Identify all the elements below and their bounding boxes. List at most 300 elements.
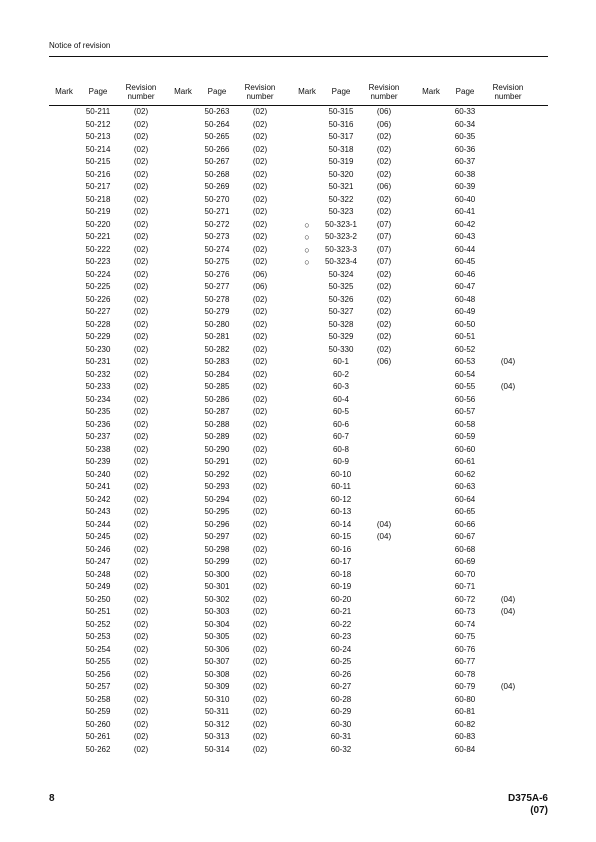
page-cell: 50-242 — [85, 494, 111, 504]
revision-cell: (02) — [133, 332, 149, 341]
mark-cell — [292, 581, 322, 594]
mark-cell — [416, 319, 446, 332]
revision-cell — [484, 306, 532, 319]
page-cell: 60-26 — [330, 669, 352, 679]
table-row — [49, 169, 548, 182]
revision-cell: (02) — [252, 469, 268, 479]
mark-cell — [416, 406, 446, 419]
revision-cell: (02) — [133, 294, 149, 304]
table-row — [49, 369, 548, 382]
revision-cell: (02) — [252, 432, 268, 441]
mark-cell — [292, 181, 322, 194]
revision-cell: (02) — [252, 194, 268, 204]
page-cell: 50-285 — [204, 382, 230, 391]
mark-cell — [292, 506, 322, 519]
page-header-title: Notice of revision — [49, 41, 111, 50]
mark-cell — [292, 406, 322, 419]
page-cell: 60-69 — [454, 557, 476, 566]
page-cell: 50-231 — [85, 357, 111, 366]
mark-cell — [168, 494, 198, 507]
revision-cell: (02) — [376, 307, 392, 316]
mark-cell — [49, 369, 79, 382]
mark-cell — [416, 256, 446, 269]
page-cell: 50-328 — [328, 319, 354, 329]
col-header-mark: Mark — [55, 87, 73, 96]
page-cell: 50-221 — [85, 232, 111, 241]
revision-cell: (02) — [252, 632, 268, 641]
mark-cell — [292, 481, 322, 494]
mark-cell — [292, 619, 322, 632]
mark-cell — [416, 306, 446, 319]
page-cell: 50-323 — [328, 207, 354, 216]
revision-cell: (04) — [500, 607, 516, 616]
revision-cell — [484, 444, 532, 457]
mark-cell — [292, 556, 322, 569]
page-cell: 50-299 — [204, 557, 230, 566]
mark-cell — [168, 606, 198, 619]
page-cell: 50-281 — [204, 332, 230, 341]
page-cell: 50-269 — [204, 182, 230, 191]
mark-cell — [416, 269, 446, 282]
table-row — [49, 419, 548, 432]
mark-cell — [292, 381, 322, 394]
page-cell: 50-295 — [204, 507, 230, 516]
mark-cell — [292, 744, 322, 757]
mark-cell — [168, 281, 198, 294]
revision-cell: (02) — [252, 169, 268, 179]
revision-cell: (02) — [252, 182, 268, 191]
table-row — [49, 631, 548, 644]
mark-cell — [49, 569, 79, 582]
table-row — [49, 119, 548, 132]
revision-cell: (02) — [252, 394, 268, 404]
page-cell: 50-212 — [85, 119, 111, 129]
mark-cell — [292, 431, 322, 444]
mark-cell — [292, 706, 322, 719]
table-row — [49, 569, 548, 582]
revision-cell — [484, 256, 532, 269]
revision-cell: (02) — [252, 132, 268, 141]
mark-cell — [168, 206, 198, 219]
mark-cell — [168, 531, 198, 544]
revision-cell: (02) — [252, 494, 268, 504]
mark-cell — [416, 681, 446, 694]
page-cell: 60-3 — [332, 382, 349, 391]
revision-cell: (02) — [133, 382, 149, 391]
revision-cell: (02) — [252, 419, 268, 429]
table-row — [49, 194, 548, 207]
page-cell: 50-288 — [204, 419, 230, 429]
mark-cell — [49, 144, 79, 157]
revision-cell — [484, 744, 532, 757]
page-cell: 50-304 — [204, 619, 230, 629]
mark-cell — [416, 144, 446, 157]
revision-cell — [484, 581, 532, 594]
page-cell: 60-21 — [330, 607, 352, 616]
mark-cell — [292, 544, 322, 557]
page-cell: 50-271 — [204, 207, 230, 216]
mark-cell — [49, 594, 79, 607]
revision-cell: (02) — [133, 494, 149, 504]
page-cell: 50-245 — [85, 532, 111, 541]
revision-cell — [484, 694, 532, 707]
page-cell: 50-238 — [85, 444, 111, 454]
page-cell: 50-308 — [204, 669, 230, 679]
page-cell: 60-76 — [454, 644, 476, 654]
revision-cell: (02) — [376, 169, 392, 179]
revision-cell: (02) — [252, 519, 268, 529]
revision-cell: (02) — [133, 269, 149, 279]
revision-cell: (02) — [252, 319, 268, 329]
page-cell: 50-259 — [85, 707, 111, 716]
table-row — [49, 156, 548, 169]
mark-cell — [168, 369, 198, 382]
revision-cell — [484, 556, 532, 569]
revision-cell: (02) — [133, 244, 149, 254]
page-cell: 50-317 — [328, 132, 354, 141]
revision-cell: (02) — [133, 144, 149, 154]
revision-cell — [484, 706, 532, 719]
mark-cell — [416, 419, 446, 432]
revision-cell — [484, 194, 532, 207]
revision-cell: (04) — [500, 357, 516, 366]
mark-cell — [49, 644, 79, 657]
page-cell: 60-54 — [454, 369, 476, 379]
revision-cell: (02) — [133, 482, 149, 491]
revision-cell: (02) — [133, 219, 149, 229]
table-row — [49, 381, 548, 394]
table-row — [49, 231, 548, 244]
mark-cell — [168, 444, 198, 457]
table-row — [49, 656, 548, 669]
mark-cell — [168, 669, 198, 682]
revision-cell — [484, 269, 532, 282]
mark-cell — [416, 381, 446, 394]
table-row — [49, 531, 548, 544]
revision-cell — [360, 419, 408, 432]
revision-cell — [484, 719, 532, 732]
page-cell: 60-33 — [454, 107, 476, 116]
revision-cell: (02) — [133, 744, 149, 754]
page-cell: 50-272 — [204, 219, 230, 229]
revision-cell — [360, 719, 408, 732]
mark-cell — [168, 419, 198, 432]
revision-cell — [484, 319, 532, 332]
revision-cell: (02) — [252, 582, 268, 591]
revision-cell: (02) — [252, 732, 268, 741]
revision-cell: (02) — [133, 594, 149, 604]
revision-cell — [484, 494, 532, 507]
revision-cell — [360, 506, 408, 519]
mark-cell — [416, 694, 446, 707]
page-cell: 60-24 — [330, 644, 352, 654]
mark-cell — [416, 656, 446, 669]
page-cell: 50-278 — [204, 294, 230, 304]
page-cell: 50-268 — [204, 169, 230, 179]
mark-cell — [416, 731, 446, 744]
page-cell: 60-84 — [454, 744, 476, 754]
page-cell: 60-18 — [330, 569, 352, 579]
page-cell: 60-57 — [454, 407, 476, 416]
mark-cell — [168, 469, 198, 482]
mark-cell — [168, 544, 198, 557]
table-row — [49, 106, 548, 119]
page-cell: 60-32 — [330, 744, 352, 754]
page-cell: 50-325 — [328, 282, 354, 291]
page-cell: 50-274 — [204, 244, 230, 254]
mark-cell — [49, 194, 79, 207]
page-cell: 50-260 — [85, 719, 111, 729]
revision-cell — [484, 344, 532, 357]
mark-cell — [292, 569, 322, 582]
table-row — [49, 494, 548, 507]
page-cell: 60-19 — [330, 582, 352, 591]
revision-cell — [484, 656, 532, 669]
page-cell: 60-36 — [454, 144, 476, 154]
revision-cell: (02) — [252, 594, 268, 604]
page-cell: 50-309 — [204, 682, 230, 691]
page-cell: 50-217 — [85, 182, 111, 191]
revision-cell: (06) — [376, 119, 392, 129]
page-cell: 60-51 — [454, 332, 476, 341]
page-cell: 60-34 — [454, 119, 476, 129]
mark-cell — [49, 231, 79, 244]
page-cell: 60-4 — [332, 394, 349, 404]
revision-cell — [360, 731, 408, 744]
mark-cell — [168, 356, 198, 369]
mark-cell — [416, 744, 446, 757]
page-cell: 50-307 — [204, 657, 230, 666]
page-cell: 50-222 — [85, 244, 111, 254]
mark-cell — [292, 294, 322, 307]
page-cell: 50-284 — [204, 369, 230, 379]
mark-cell — [168, 431, 198, 444]
mark-cell — [416, 706, 446, 719]
page-cell: 50-258 — [85, 694, 111, 704]
col-header-revision-line: number — [370, 91, 398, 101]
page-cell: 60-64 — [454, 494, 476, 504]
table-row — [49, 731, 548, 744]
mark-cell — [49, 581, 79, 594]
revision-cell — [484, 419, 532, 432]
revision-cell — [484, 469, 532, 482]
mark-cell — [292, 644, 322, 657]
mark-cell — [416, 219, 446, 232]
page-cell: 50-273 — [204, 232, 230, 241]
page-cell: 50-265 — [204, 132, 230, 141]
mark-cell — [168, 556, 198, 569]
page-cell: 50-267 — [204, 157, 230, 166]
revision-cell — [484, 544, 532, 557]
mark-cell — [168, 594, 198, 607]
mark-cell — [292, 519, 322, 532]
page-cell: 60-47 — [454, 282, 476, 291]
revision-cell — [484, 569, 532, 582]
page-cell: 50-296 — [204, 519, 230, 529]
revision-cell: (02) — [133, 407, 149, 416]
mark-cell — [168, 381, 198, 394]
page-cell: 60-5 — [332, 407, 349, 416]
revision-cell — [484, 456, 532, 469]
page-cell: 60-8 — [332, 444, 349, 454]
page-cell: 50-241 — [85, 482, 111, 491]
page-cell: 50-289 — [204, 432, 230, 441]
revision-cell: (02) — [252, 119, 268, 129]
page-cell: 50-329 — [328, 332, 354, 341]
page-cell: 60-46 — [454, 269, 476, 279]
revision-cell — [484, 519, 532, 532]
page-cell: 60-77 — [454, 657, 476, 666]
page-cell: 50-262 — [85, 744, 111, 754]
mark-cell — [416, 719, 446, 732]
mark-cell — [416, 644, 446, 657]
revision-cell: (06) — [376, 357, 392, 366]
revision-cell: (02) — [252, 257, 268, 266]
mark-cell — [292, 131, 322, 144]
page-cell: 50-298 — [204, 544, 230, 554]
mark-cell — [292, 631, 322, 644]
col-header-revision-line: Revision — [492, 82, 524, 92]
mark-cell — [49, 656, 79, 669]
revision-cell — [484, 369, 532, 382]
page-cell: 60-79 — [454, 682, 476, 691]
revision-cell — [484, 156, 532, 169]
page-cell: 60-53 — [454, 357, 476, 366]
mark-cell — [292, 719, 322, 732]
table-row — [49, 131, 548, 144]
page-cell: 60-14 — [330, 519, 352, 529]
mark-cell — [49, 244, 79, 257]
page-cell: 50-263 — [204, 107, 230, 116]
page-cell: 50-305 — [204, 632, 230, 641]
page-cell: 50-243 — [85, 507, 111, 516]
revision-cell — [484, 181, 532, 194]
revision-cell — [484, 294, 532, 307]
page-cell: 60-44 — [454, 244, 476, 254]
page-cell: 50-246 — [85, 544, 111, 554]
page-cell: 60-61 — [454, 457, 476, 466]
mark-cell — [49, 719, 79, 732]
revision-cell — [360, 619, 408, 632]
revision-cell: (02) — [133, 619, 149, 629]
mark-cell — [292, 144, 322, 157]
table-row — [49, 544, 548, 557]
mark-cell — [168, 481, 198, 494]
revision-cell — [360, 594, 408, 607]
mark-cell — [49, 456, 79, 469]
page-cell: 60-43 — [454, 232, 476, 241]
mark-cell — [49, 706, 79, 719]
mark-cell — [168, 406, 198, 419]
mark-cell — [168, 394, 198, 407]
page-cell: 50-248 — [85, 569, 111, 579]
page-cell: 50-232 — [85, 369, 111, 379]
page-cell: 50-276 — [204, 269, 230, 279]
mark-cell — [416, 619, 446, 632]
page-cell: 50-224 — [85, 269, 111, 279]
page-cell: 50-301 — [204, 582, 230, 591]
table-row — [49, 606, 548, 619]
page-cell: 60-59 — [454, 432, 476, 441]
table-row — [49, 431, 548, 444]
page-cell: 50-214 — [85, 144, 111, 154]
revision-cell: (02) — [133, 419, 149, 429]
mark-cell — [416, 331, 446, 344]
revision-cell: (02) — [252, 507, 268, 516]
revision-cell: (04) — [500, 382, 516, 391]
page-cell: 50-230 — [85, 344, 111, 354]
mark-cell — [292, 731, 322, 744]
page-cell: 60-25 — [330, 657, 352, 666]
mark-cell — [49, 269, 79, 282]
revision-cell: (02) — [252, 744, 268, 754]
revision-cell: (02) — [376, 157, 392, 166]
revision-cell: (06) — [252, 282, 268, 291]
revision-cell: (07) — [376, 219, 392, 229]
revision-cell: (02) — [133, 519, 149, 529]
page-cell: 50-239 — [85, 457, 111, 466]
mark-cell — [49, 419, 79, 432]
page-cell: 60-70 — [454, 569, 476, 579]
mark-cell — [416, 394, 446, 407]
page-cell: 60-27 — [330, 682, 352, 691]
revision-cell: (06) — [252, 269, 268, 279]
mark-cell — [292, 606, 322, 619]
page-cell: 60-11 — [331, 482, 351, 491]
mark-cell — [49, 356, 79, 369]
mark-cell — [168, 294, 198, 307]
mark-cell — [416, 119, 446, 132]
revision-cell — [360, 444, 408, 457]
mark-cell — [168, 181, 198, 194]
mark-cell — [49, 606, 79, 619]
revision-cell: (07) — [376, 244, 392, 254]
page-cell: 60-35 — [454, 132, 476, 141]
page-cell: 50-323-1 — [324, 219, 358, 229]
mark-cell — [416, 444, 446, 457]
mark-cell — [49, 344, 79, 357]
mark-cell — [49, 106, 79, 119]
table-row — [49, 519, 548, 532]
table-row — [49, 256, 548, 269]
revision-cell: (02) — [252, 344, 268, 354]
table-row — [49, 269, 548, 282]
mark-cell — [416, 594, 446, 607]
page-cell: 60-65 — [454, 507, 476, 516]
page-cell: 50-254 — [85, 644, 111, 654]
page-cell: 50-302 — [204, 594, 230, 604]
revision-cell: (02) — [133, 107, 149, 116]
page-cell: 60-66 — [454, 519, 476, 529]
revision-cell: (02) — [252, 532, 268, 541]
revision-cell: (02) — [133, 544, 149, 554]
mark-cell — [49, 156, 79, 169]
revision-cell: (02) — [376, 144, 392, 154]
revision-cell — [484, 631, 532, 644]
revision-cell — [360, 469, 408, 482]
revision-cell — [360, 669, 408, 682]
page-cell: 50-283 — [204, 357, 230, 366]
revision-cell: (02) — [133, 532, 149, 541]
table-row — [49, 356, 548, 369]
mark-cell — [168, 744, 198, 757]
mark-cell — [416, 294, 446, 307]
revision-cell — [360, 656, 408, 669]
mark-cell: ○ — [304, 232, 310, 242]
page-cell: 60-1 — [332, 357, 349, 366]
table-row — [49, 681, 548, 694]
mark-cell — [416, 181, 446, 194]
